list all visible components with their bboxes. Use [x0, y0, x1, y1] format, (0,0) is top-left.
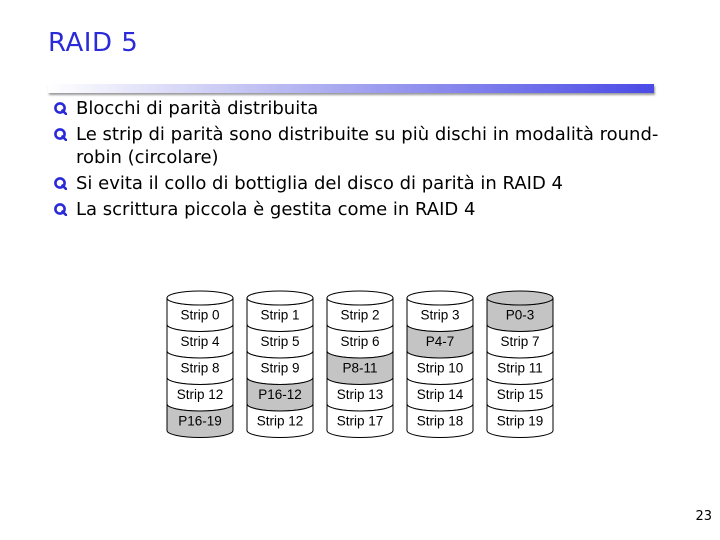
- strip-label: Strip 11: [497, 360, 543, 376]
- bullet-text: Le strip di parità sono distribuite su più dischi in modalità round-robin (circolare): [76, 124, 659, 168]
- disk-top-cap: [327, 291, 393, 305]
- disk-top-cap: [247, 291, 313, 305]
- disk: [407, 291, 473, 438]
- bullet-text: Blocchi di parità distribuita: [76, 98, 319, 119]
- strip-label: Strip 3: [420, 307, 460, 323]
- disk-top-cap: [407, 291, 473, 305]
- strip-label: Strip 13: [336, 386, 384, 402]
- strip-label: Strip 12: [176, 386, 224, 402]
- strip-label: P4-7: [425, 333, 455, 349]
- strip-label: Strip 9: [260, 360, 300, 376]
- q-bullet-icon: [54, 203, 67, 216]
- strip-label: Strip 0: [180, 307, 220, 323]
- disk: [487, 291, 553, 438]
- page-number: 23: [695, 509, 712, 524]
- strip-label: Strip 15: [496, 386, 544, 402]
- title-rule: [48, 84, 654, 93]
- strip-label: Strip 19: [496, 413, 544, 429]
- strip-label: P0-3: [505, 307, 535, 323]
- q-bullet-icon: [54, 177, 67, 190]
- strip-label: Strip 10: [416, 360, 464, 376]
- bullet-text: La scrittura piccola è gestita come in RAID 4: [76, 199, 476, 220]
- disk: [327, 291, 393, 438]
- bullet-item: [52, 123, 692, 169]
- disk-top-cap: [167, 291, 233, 305]
- strip-label: Strip 17: [336, 413, 384, 429]
- strip-label: Strip 12: [256, 413, 304, 429]
- bullet-item: [52, 198, 692, 221]
- bullet-list: [52, 97, 692, 224]
- strip-label: Strip 18: [416, 413, 464, 429]
- disk: [167, 291, 233, 438]
- bullet-text: Si evita il collo di bottiglia del disco di parità in RAID 4: [76, 173, 563, 194]
- strip-label: Strip 8: [180, 360, 220, 376]
- slide-title: RAID 5: [48, 28, 139, 58]
- disk-top-cap: [487, 291, 553, 305]
- raid5-disk-diagram: [160, 286, 560, 450]
- strip-label: Strip 2: [340, 307, 380, 323]
- strip-label: Strip 5: [260, 333, 300, 349]
- q-bullet-icon: [54, 128, 67, 141]
- strip-label: Strip 1: [260, 307, 300, 323]
- strip-label: Strip 6: [340, 333, 380, 349]
- q-bullet-icon: [54, 102, 67, 115]
- strip-label: P16-12: [258, 386, 302, 402]
- bullet-item: [52, 97, 692, 120]
- strip-label: Strip 7: [500, 333, 540, 349]
- strip-label: P16-19: [178, 413, 222, 429]
- disk: [247, 291, 313, 438]
- strip-label: P8-11: [342, 360, 378, 376]
- strip-label: Strip 14: [416, 386, 464, 402]
- bullet-item: [52, 172, 692, 195]
- strip-label: Strip 4: [180, 333, 220, 349]
